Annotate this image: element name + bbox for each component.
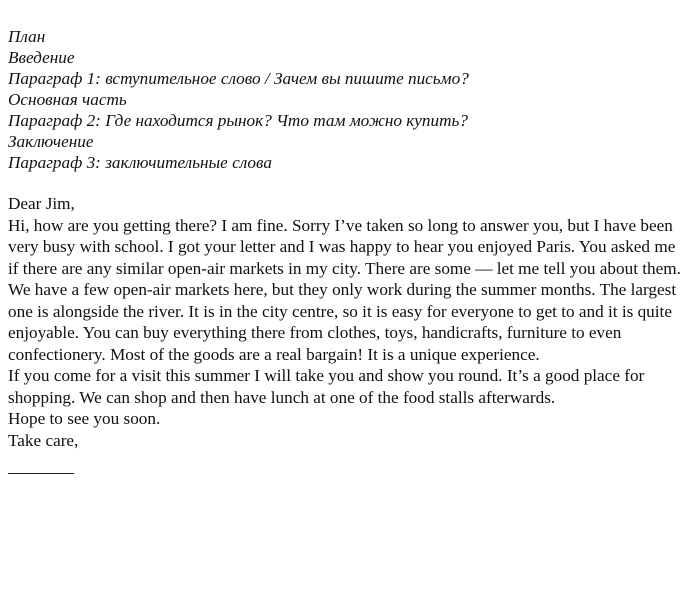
signature-line (8, 473, 74, 474)
plan-item-paragraph-3: Параграф 3: заключительные слова (8, 153, 272, 172)
letter (8, 193, 688, 474)
essay-plan (8, 26, 688, 173)
letter-greeting: Dear Jim, (8, 194, 75, 213)
plan-item-paragraph-1: Параграф 1: вступительное слово / Зачем вы пишите письмо? (8, 69, 469, 88)
document-page (8, 26, 688, 474)
plan-item-paragraph-2: Параграф 2: Где находится рынок? Что там можно купить? (8, 111, 468, 130)
plan-heading: План (8, 27, 46, 46)
plan-item-main-part: Основная часть (8, 90, 127, 109)
letter-paragraph-1: Hi, how are you getting there? I am fine. Sorry I’ve taken so long to answer you, but I have been very busy with school. I got your letter and I was happy to hear you enjoyed Paris. You asked me if there are any similar open-air markets in my city. There are some — let me tell you about them. (8, 215, 681, 278)
letter-paragraph-2: We have a few open-air markets here, but they only work during the summer months. The largest one is alongside the river. It is in the city centre, so it is easy for everyone to get to and it is quite enjoyable. You can buy everything there from clothes, toys, handicrafts, furniture to even confectionery. Most of the goods are a real bargain! It is a unique experience. (8, 280, 677, 364)
letter-paragraph-4: Hope to see you soon. (8, 409, 161, 428)
letter-paragraph-3: If you come for a visit this summer I will take you and show you round. It’s a good place for shopping. We can shop and then have lunch at one of the food stalls afterwards. (8, 366, 645, 407)
plan-item-conclusion: Заключение (8, 132, 94, 151)
letter-closing: Take care, (8, 430, 79, 450)
plan-item-introduction: Введение (8, 48, 75, 67)
